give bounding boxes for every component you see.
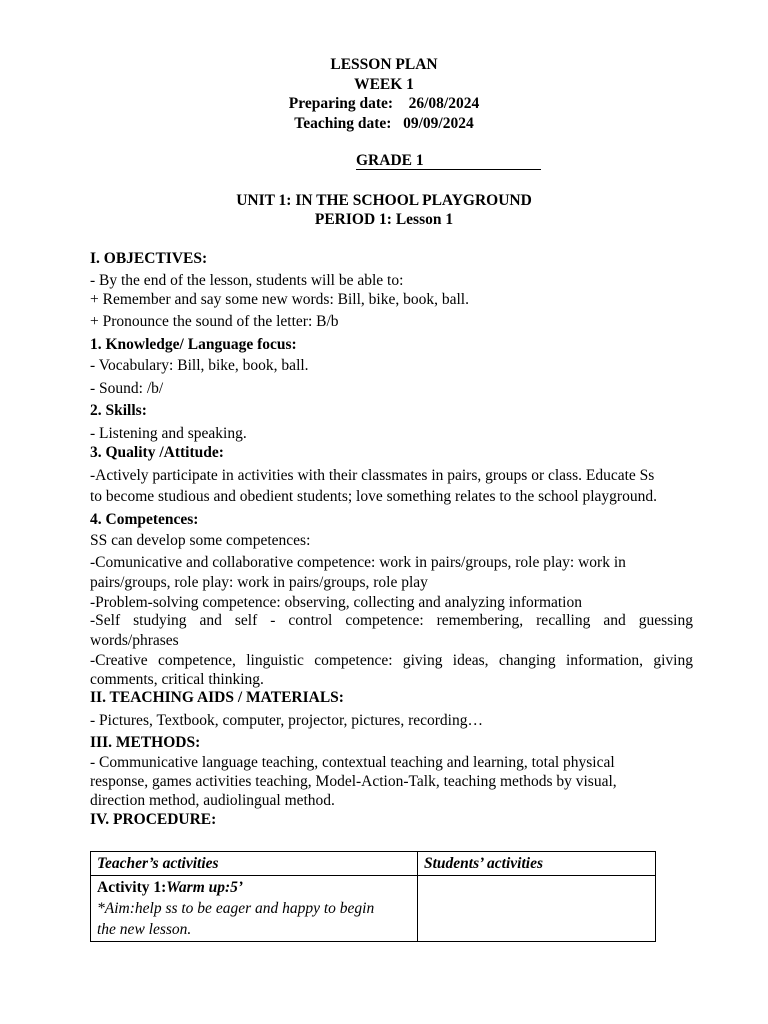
skills-heading: 2. Skills:: [90, 402, 147, 419]
teaching-date-line: [0, 115, 768, 133]
week-label: WEEK 1: [354, 76, 414, 93]
period-title: PERIOD 1: Lesson 1: [314, 211, 454, 228]
activity-title: [97, 877, 411, 898]
teaching-aids-heading: II. TEACHING AIDS / MATERIALS:: [90, 689, 344, 706]
teaching-aids-text: - Pictures, Textbook, computer, projector, pictures, recording…: [90, 712, 483, 729]
competences-heading: 4. Competences:: [90, 511, 199, 528]
grade-label: GRADE 1: [356, 153, 541, 170]
teaching-date-value: 09/09/2024: [403, 115, 474, 132]
methods-heading: III. METHODS:: [90, 734, 201, 751]
activity-aim-line-2: the new lesson.: [97, 921, 192, 938]
document-title: LESSON PLAN: [330, 56, 438, 73]
methods-text-line-3: direction method, audiolingual method.: [90, 792, 335, 809]
self-control-competence-line-1: -Self studying and self - control competence: remembering, recalling and guessing: [90, 612, 693, 629]
creative-competence-line-2: comments, critical thinking.: [90, 671, 264, 688]
skills-text: - Listening and speaking.: [90, 425, 247, 442]
teaching-date-label: Teaching date:: [294, 115, 392, 132]
teacher-activities-header: Teacher’s activities: [91, 852, 418, 876]
creative-competence-line-1: -Creative competence, linguistic competence: giving ideas, changing information, giving: [90, 652, 693, 669]
activity-label: Activity 1:: [97, 879, 167, 896]
sound-line: - Sound: /b/: [90, 380, 164, 397]
methods-text-line-2: response, games activities teaching, Model-Action-Talk, teaching methods by visual,: [90, 773, 617, 790]
knowledge-heading: 1. Knowledge/ Language focus:: [90, 336, 297, 353]
preparing-date-line: [0, 95, 768, 113]
preparing-date-label: Preparing date:: [288, 95, 394, 112]
table-row: [91, 876, 656, 942]
objectives-intro: - By the end of the lesson, students will be able to:: [90, 272, 404, 289]
quality-text-line-1: -Actively participate in activities with their classmates in pairs, groups or class. Educate Ss: [90, 467, 655, 484]
procedure-table: [90, 851, 656, 942]
teacher-activity-cell: [91, 876, 418, 942]
activity-aim-line-1: *Aim:help ss to be eager and happy to begin: [97, 900, 375, 917]
students-activities-header: Students’ activities: [418, 852, 656, 876]
communicative-competence-line-2: pairs/groups, role play: work in pairs/groups, role play: [90, 574, 428, 591]
methods-text-line-1: - Communicative language teaching, contextual teaching and learning, total physical: [90, 754, 615, 771]
preparing-date-value: 26/08/2024: [408, 95, 480, 112]
quality-heading: 3. Quality /Attitude:: [90, 444, 224, 461]
objective-item: + Pronounce the sound of the letter: B/b: [90, 313, 339, 330]
competences-intro: SS can develop some competences:: [90, 532, 311, 549]
objectives-heading: I. OBJECTIVES:: [90, 250, 208, 267]
communicative-competence-line-1: -Comunicative and collaborative competence: work in pairs/groups, role play: work in: [90, 554, 626, 571]
table-header-row: [91, 852, 656, 876]
unit-title: UNIT 1: IN THE SCHOOL PLAYGROUND: [236, 192, 532, 209]
activity-name: Warm up:5’: [166, 879, 244, 896]
problem-solving-competence: -Problem-solving competence: observing, collecting and analyzing information: [90, 594, 582, 611]
vocabulary-line: - Vocabulary: Bill, bike, book, ball.: [90, 357, 309, 374]
student-activity-cell: [418, 876, 656, 942]
self-control-competence-line-2: words/phrases: [90, 632, 179, 649]
procedure-heading: IV. PROCEDURE:: [90, 811, 217, 828]
objective-item: + Remember and say some new words: Bill, bike, book, ball.: [90, 291, 469, 308]
quality-text-line-2: to become studious and obedient students; love something relates to the school playground.: [90, 488, 657, 505]
